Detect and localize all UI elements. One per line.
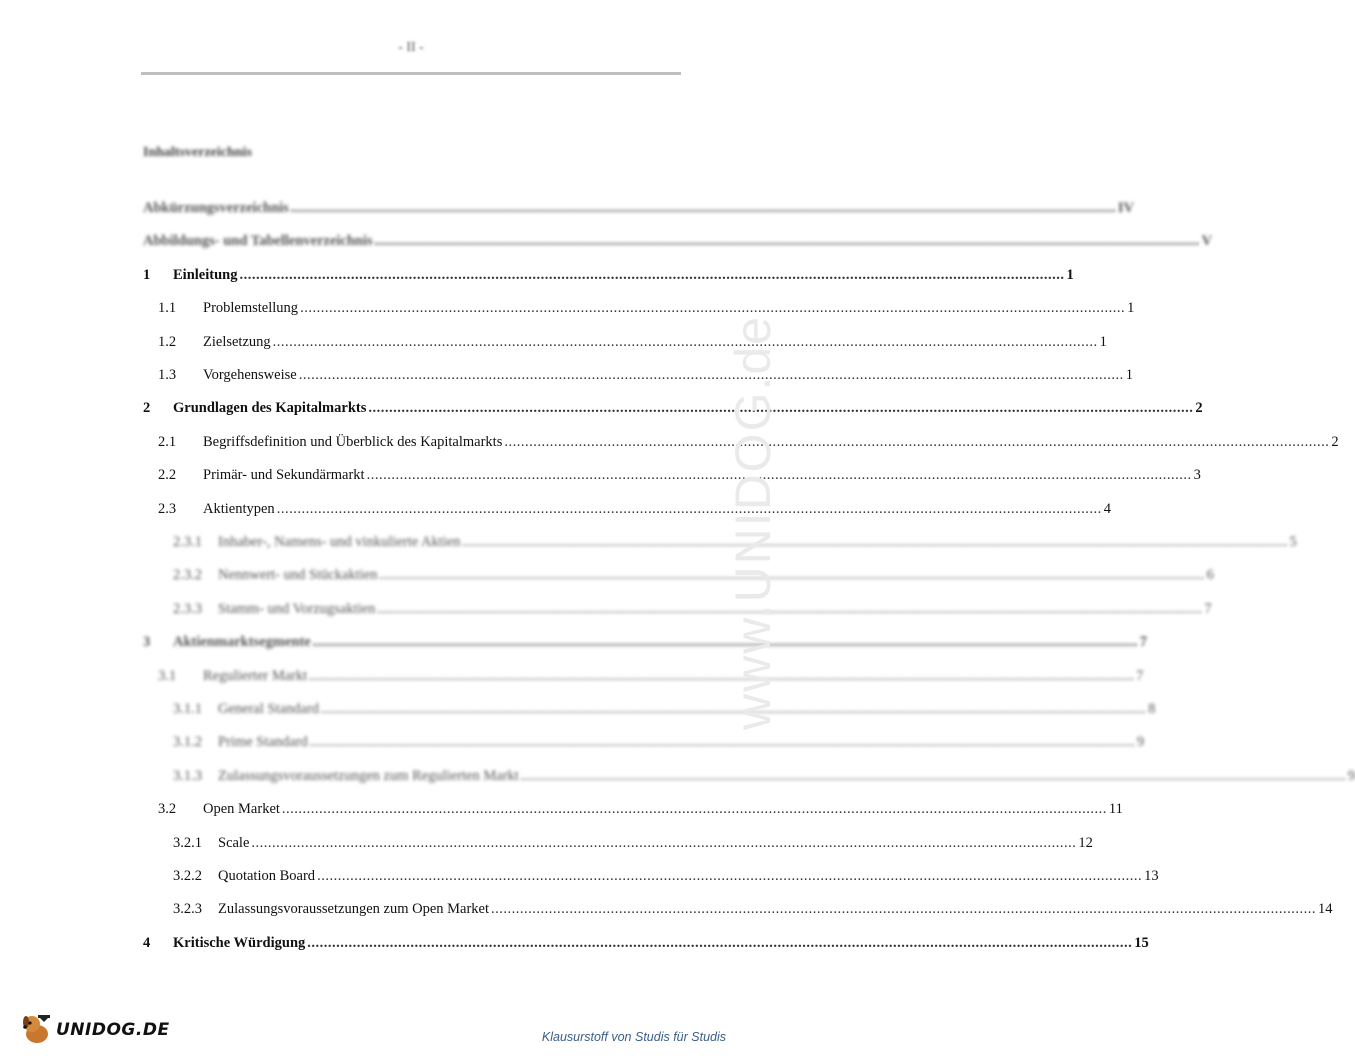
toc-entry-number: 3.2 — [158, 801, 177, 817]
toc-entry[interactable] — [143, 198, 1134, 218]
toc-leader-dots — [317, 866, 1142, 886]
toc-entry[interactable] — [143, 332, 1107, 352]
toc-entry-page: 7 — [1139, 634, 1147, 650]
toc-entry-page: 9 — [1347, 768, 1355, 784]
toc-entry[interactable] — [143, 632, 1147, 652]
toc-entry[interactable] — [143, 565, 1214, 585]
toc-entry-number: 3.2.2 — [173, 868, 202, 884]
toc-entry-number: 2.3 — [158, 501, 177, 517]
toc-entry[interactable] — [143, 766, 1355, 786]
toc-entry-page: 15 — [1134, 935, 1149, 951]
toc-entry[interactable] — [143, 866, 1159, 886]
toc-leader-dots — [521, 766, 1346, 786]
toc-entry[interactable] — [143, 532, 1297, 552]
toc-entry-page: 14 — [1318, 901, 1333, 917]
toc-entry-number: 2 — [143, 400, 151, 416]
toc-entry-label: Primär- und Sekundärmarkt — [203, 467, 365, 483]
toc-entry-label: Begriffsdefinition und Überblick des Kapitalmarkts — [203, 434, 503, 450]
toc-entry-number: 1 — [143, 267, 151, 283]
toc-entry-page: 13 — [1144, 868, 1159, 884]
toc-title: Inhaltsverzeichnis — [143, 145, 252, 160]
toc-entry[interactable] — [143, 365, 1133, 385]
toc-entry-label: Aktientypen — [203, 501, 275, 517]
toc-entry-number: 2.3.3 — [173, 601, 202, 617]
toc-entry-number: 3.2.1 — [173, 835, 202, 851]
toc-entry-label: General Standard — [218, 701, 320, 717]
toc-entry-number: 2.3.1 — [173, 534, 202, 550]
footer-slogan: Klausurstoff von Studis für Studis — [541, 1030, 726, 1044]
toc-entry-label: Vorgehensweise — [203, 367, 297, 383]
toc-entry-number: 3 — [143, 634, 151, 650]
toc-leader-dots — [307, 933, 1132, 953]
toc-entry-page: 11 — [1108, 801, 1123, 817]
toc-entry-page: 1 — [1125, 367, 1133, 383]
toc-entry[interactable] — [143, 699, 1156, 719]
toc-entry-page: 12 — [1078, 835, 1093, 851]
toc-entry-number: 1.2 — [158, 334, 177, 350]
toc-entry-label: Open Market — [203, 801, 280, 817]
toc-entry-page: V — [1201, 233, 1213, 249]
toc-leader-dots — [463, 532, 1288, 552]
toc-entry[interactable] — [143, 666, 1144, 686]
toc-entry-page: 3 — [1193, 467, 1201, 483]
toc-entry-label: Abbildungs- und Tabellenverzeichnis — [143, 233, 373, 249]
toc-entry[interactable] — [143, 599, 1212, 619]
toc-entry-page: IV — [1117, 200, 1134, 216]
toc-entry-label: Aktienmarktsegmente — [173, 634, 311, 650]
toc-entry-number: 3.1 — [158, 668, 177, 684]
dog-mascot-icon — [20, 1012, 54, 1046]
toc-entry[interactable] — [143, 298, 1135, 318]
toc-entry-number: 2.3.2 — [173, 567, 202, 583]
toc-entry-page: 7 — [1204, 601, 1212, 617]
toc-entry[interactable] — [143, 432, 1339, 452]
toc-entry[interactable] — [143, 465, 1201, 485]
toc-entry[interactable] — [143, 265, 1074, 285]
toc-entry-page: 4 — [1103, 501, 1111, 517]
toc-entry-number: 4 — [143, 935, 151, 951]
toc-entry-page: 5 — [1289, 534, 1297, 550]
toc-entry[interactable] — [143, 933, 1149, 953]
toc-entry-label: Scale — [218, 835, 250, 851]
toc-entry-number: 2.2 — [158, 467, 177, 483]
toc-entry-page: 9 — [1136, 734, 1145, 750]
toc-entry-page: 1 — [1066, 267, 1074, 283]
toc-entry-number: 2.1 — [158, 434, 177, 450]
toc-entry-page: 1 — [1099, 334, 1107, 350]
toc-entry-page: 2 — [1195, 400, 1203, 416]
logo-text: UNIDOG.DE — [56, 1020, 170, 1040]
toc-entry[interactable] — [143, 231, 1213, 251]
toc-entry[interactable] — [143, 833, 1093, 853]
toc-entry[interactable] — [143, 398, 1203, 418]
toc-entry-label: Quotation Board — [218, 868, 316, 884]
toc-entry-label: Stamm- und Vorzugsaktien — [218, 601, 376, 617]
toc-entry-label: Kritische Würdigung — [173, 935, 306, 951]
toc-leader-dots — [310, 732, 1135, 752]
toc-entry-page: 7 — [1136, 668, 1144, 684]
toc-entry-number: 1.1 — [158, 300, 177, 316]
toc-entry-label: Regulierter Markt — [203, 668, 308, 684]
watermark: www.UNIDOG.de — [725, 315, 781, 730]
toc-entry-label: Zulassungsvoraussetzungen zum Regulierten Markt — [218, 768, 519, 784]
toc-entry-number: 3.1.1 — [173, 701, 202, 717]
page-number: - II - — [398, 40, 424, 55]
toc-leader-dots — [282, 799, 1107, 819]
toc-entry-page: 6 — [1206, 567, 1214, 583]
toc-leader-dots — [375, 231, 1200, 251]
toc-leader-dots — [504, 432, 1329, 452]
toc-leader-dots — [379, 565, 1204, 585]
unidog-logo[interactable] — [20, 1012, 170, 1048]
toc-entry-number: 3.2.3 — [173, 901, 202, 917]
toc-entry-number: 1.3 — [158, 367, 177, 383]
toc-leader-dots — [491, 899, 1316, 919]
toc-leader-dots — [291, 198, 1116, 218]
toc-entry-label: Einleitung — [173, 267, 238, 283]
toc-entry-page: 1 — [1127, 300, 1135, 316]
toc-entry-label: Zulassungsvoraussetzungen zum Open Market — [218, 901, 490, 917]
toc-entry-number: 3.1.3 — [173, 768, 202, 784]
toc-entry-label: Problemstellung — [203, 300, 299, 316]
toc-entry-page: 2 — [1331, 434, 1339, 450]
toc-entry-label: Prime Standard — [218, 734, 308, 750]
toc-entry-number: 3.1.2 — [173, 734, 202, 750]
toc-entry-label: Grundlagen des Kapitalmarkts — [173, 400, 367, 416]
toc-entry-page: 8 — [1148, 701, 1156, 717]
toc-entry[interactable] — [143, 499, 1111, 519]
toc-entry-label: Nennwert- und Stückaktien — [218, 567, 378, 583]
toc-entry[interactable] — [143, 799, 1123, 819]
toc-entry-label: Abkürzungsverzeichnis — [143, 200, 289, 216]
toc-entry-label: Inhaber-, Namens- und vinkulierte Aktien — [218, 534, 461, 550]
toc-leader-dots — [251, 833, 1076, 853]
toc-entry[interactable] — [143, 732, 1145, 752]
toc-entry-label: Zielsetzung — [203, 334, 271, 350]
toc-entry[interactable] — [143, 899, 1333, 919]
